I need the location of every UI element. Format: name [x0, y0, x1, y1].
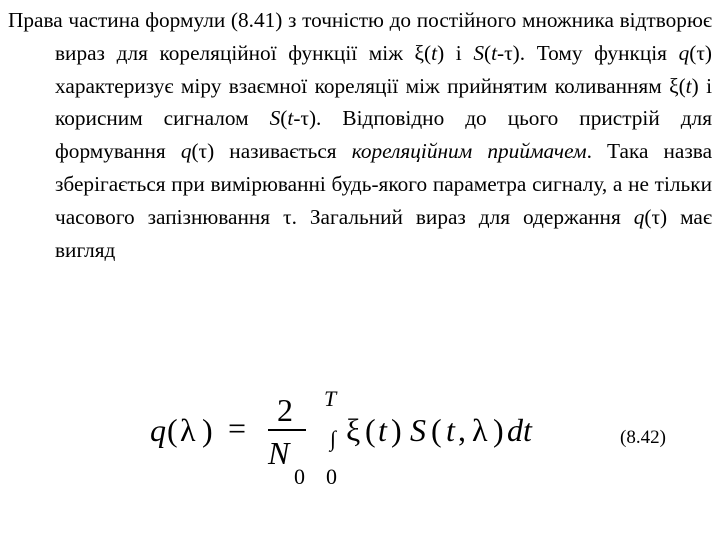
formula-t: t [446, 412, 455, 448]
defined-term: кореляційним приймачем [351, 139, 587, 164]
var-q: q [180, 139, 192, 164]
integral-sign: ∫ [330, 426, 337, 451]
text-run: ) і корисним сигналом [55, 73, 712, 131]
formula-lparen: ( [431, 412, 442, 448]
var-t: t [685, 73, 692, 98]
var-q: q [633, 204, 645, 229]
formula-lambda: λ [180, 412, 196, 448]
formula-N-subscript: 0 [294, 464, 305, 489]
text-run: (τ) має вигляд [55, 204, 713, 262]
formula-dt: dt [507, 412, 532, 448]
var-t: t [431, 40, 438, 65]
text-run: ( [484, 40, 492, 65]
text-run: -τ). Відповідно до цього пристрій для формування [55, 106, 712, 164]
var-t: t [287, 106, 294, 131]
formula-rparen: ) [493, 412, 504, 448]
body-paragraph [8, 4, 712, 266]
var-S: S [473, 40, 485, 65]
formula-8-42 [150, 386, 570, 506]
formula-comma: , [458, 412, 466, 448]
text-run: -τ). Тому функція [497, 40, 679, 65]
text-run: ( [280, 106, 288, 131]
formula-N: N [268, 435, 290, 471]
formula-q: q [150, 412, 166, 448]
formula-t: t [378, 412, 387, 448]
integral-upper-limit: T [324, 386, 337, 411]
var-q: q [678, 40, 690, 65]
formula-equals: = [228, 410, 247, 446]
var-t: t [491, 40, 498, 65]
formula-numerator: 2 [277, 392, 293, 428]
formula-rparen: ) [391, 412, 402, 448]
formula-lparen: ( [167, 412, 178, 448]
text-run: . Така назва зберігається при вимірюванні будь-якого параметра сигналу, а не тільки часового запізнювання τ. Загальний вираз для одержання [55, 139, 713, 229]
formula-lparen: ( [365, 412, 376, 448]
formula-S: S [410, 412, 426, 448]
equation-number: (8.42) [620, 427, 666, 448]
text-run: (τ) називається [191, 139, 352, 164]
fraction-bar [268, 429, 306, 431]
text-run: Права частина формули (8.41) з точністю до постійного множника відтворює вираз для кореляційної функції між ξ( [8, 8, 712, 65]
integral-lower-limit: 0 [326, 464, 337, 489]
text-run: ) і [437, 40, 474, 65]
formula-lambda: λ [472, 412, 488, 448]
text-run: (τ) характеризує міру взаємної кореляції між прийнятим коливанням ξ( [55, 40, 712, 98]
var-S: S [269, 106, 281, 131]
formula-rparen: ) [202, 412, 213, 448]
formula-xi: ξ [346, 412, 361, 448]
